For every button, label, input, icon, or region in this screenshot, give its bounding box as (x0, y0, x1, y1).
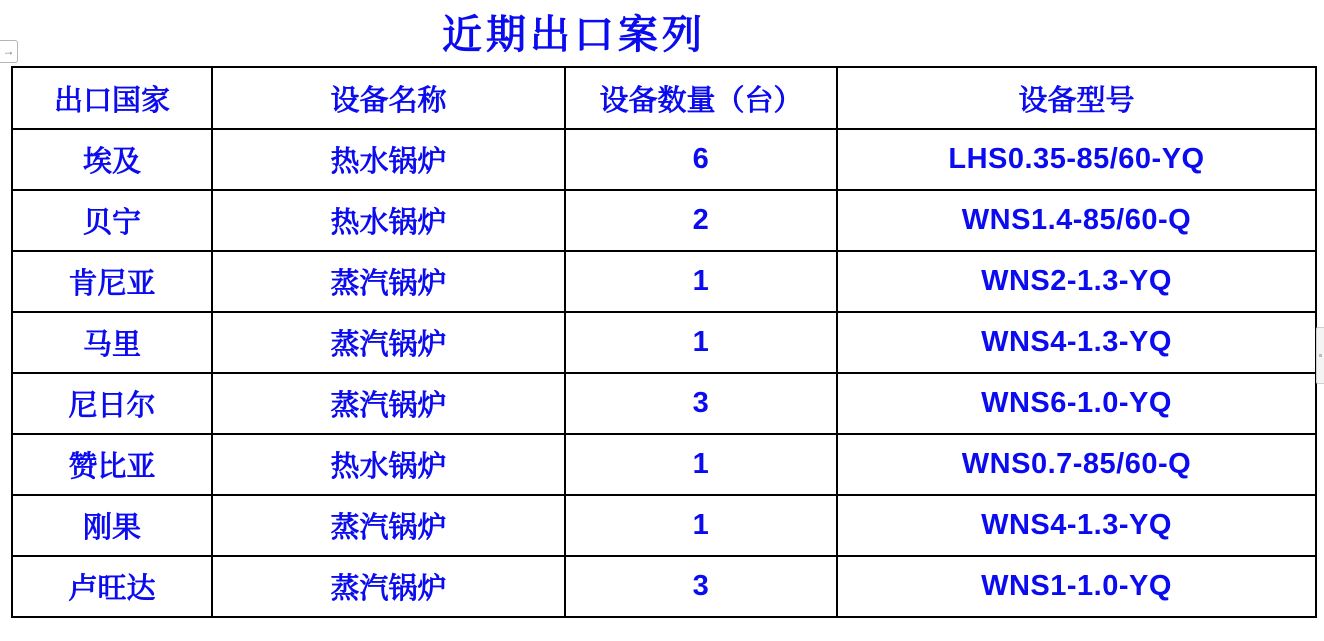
cell-country: 尼日尔 (12, 373, 212, 434)
cell-model: WNS1-1.0-YQ (837, 556, 1316, 617)
cell-country: 肯尼亚 (12, 251, 212, 312)
cell-quantity: 3 (565, 373, 837, 434)
column-header-model: 设备型号 (837, 67, 1316, 129)
table-row (12, 190, 1316, 251)
cell-device: 蒸汽锅炉 (212, 312, 565, 373)
cell-country: 刚果 (12, 495, 212, 556)
cell-device: 热水锅炉 (212, 190, 565, 251)
cell-quantity: 1 (565, 312, 837, 373)
table-row (12, 495, 1316, 556)
cell-model: LHS0.35-85/60-YQ (837, 129, 1316, 190)
cell-model: WNS2-1.3-YQ (837, 251, 1316, 312)
cell-country: 马里 (12, 312, 212, 373)
export-cases-table (11, 66, 1317, 618)
table-row (12, 312, 1316, 373)
page-title: 近期出口案列 (442, 13, 706, 57)
table-header-row (12, 67, 1316, 129)
cell-device: 热水锅炉 (212, 434, 565, 495)
table-row (12, 251, 1316, 312)
cell-device: 蒸汽锅炉 (212, 251, 565, 312)
cell-model: WNS1.4-85/60-Q (837, 190, 1316, 251)
cell-device: 蒸汽锅炉 (212, 373, 565, 434)
cell-device: 蒸汽锅炉 (212, 495, 565, 556)
cell-model: WNS0.7-85/60-Q (837, 434, 1316, 495)
cell-device: 热水锅炉 (212, 129, 565, 190)
cell-country: 赞比亚 (12, 434, 212, 495)
table-row (12, 556, 1316, 617)
cell-quantity: 1 (565, 434, 837, 495)
cell-quantity: 1 (565, 251, 837, 312)
table-row (12, 434, 1316, 495)
cell-quantity: 6 (565, 129, 837, 190)
column-header-quantity: 设备数量（台） (565, 67, 837, 129)
arrow-right-icon: → (2, 44, 15, 58)
cell-quantity: 3 (565, 556, 837, 617)
cell-device: 蒸汽锅炉 (212, 556, 565, 617)
cell-model: WNS4-1.3-YQ (837, 495, 1316, 556)
cell-quantity: 1 (565, 495, 837, 556)
cell-model: WNS6-1.0-YQ (837, 373, 1316, 434)
scroll-right-button[interactable] (0, 40, 18, 63)
table-row (12, 129, 1316, 190)
cell-country: 埃及 (12, 129, 212, 190)
cell-country: 卢旺达 (12, 556, 212, 617)
cell-model: WNS4-1.3-YQ (837, 312, 1316, 373)
table-row (12, 373, 1316, 434)
vertical-scrollbar-thumb[interactable] (1316, 327, 1324, 384)
cell-country: 贝宁 (12, 190, 212, 251)
column-header-country: 出口国家 (12, 67, 212, 129)
column-header-device: 设备名称 (212, 67, 565, 129)
cell-quantity: 2 (565, 190, 837, 251)
